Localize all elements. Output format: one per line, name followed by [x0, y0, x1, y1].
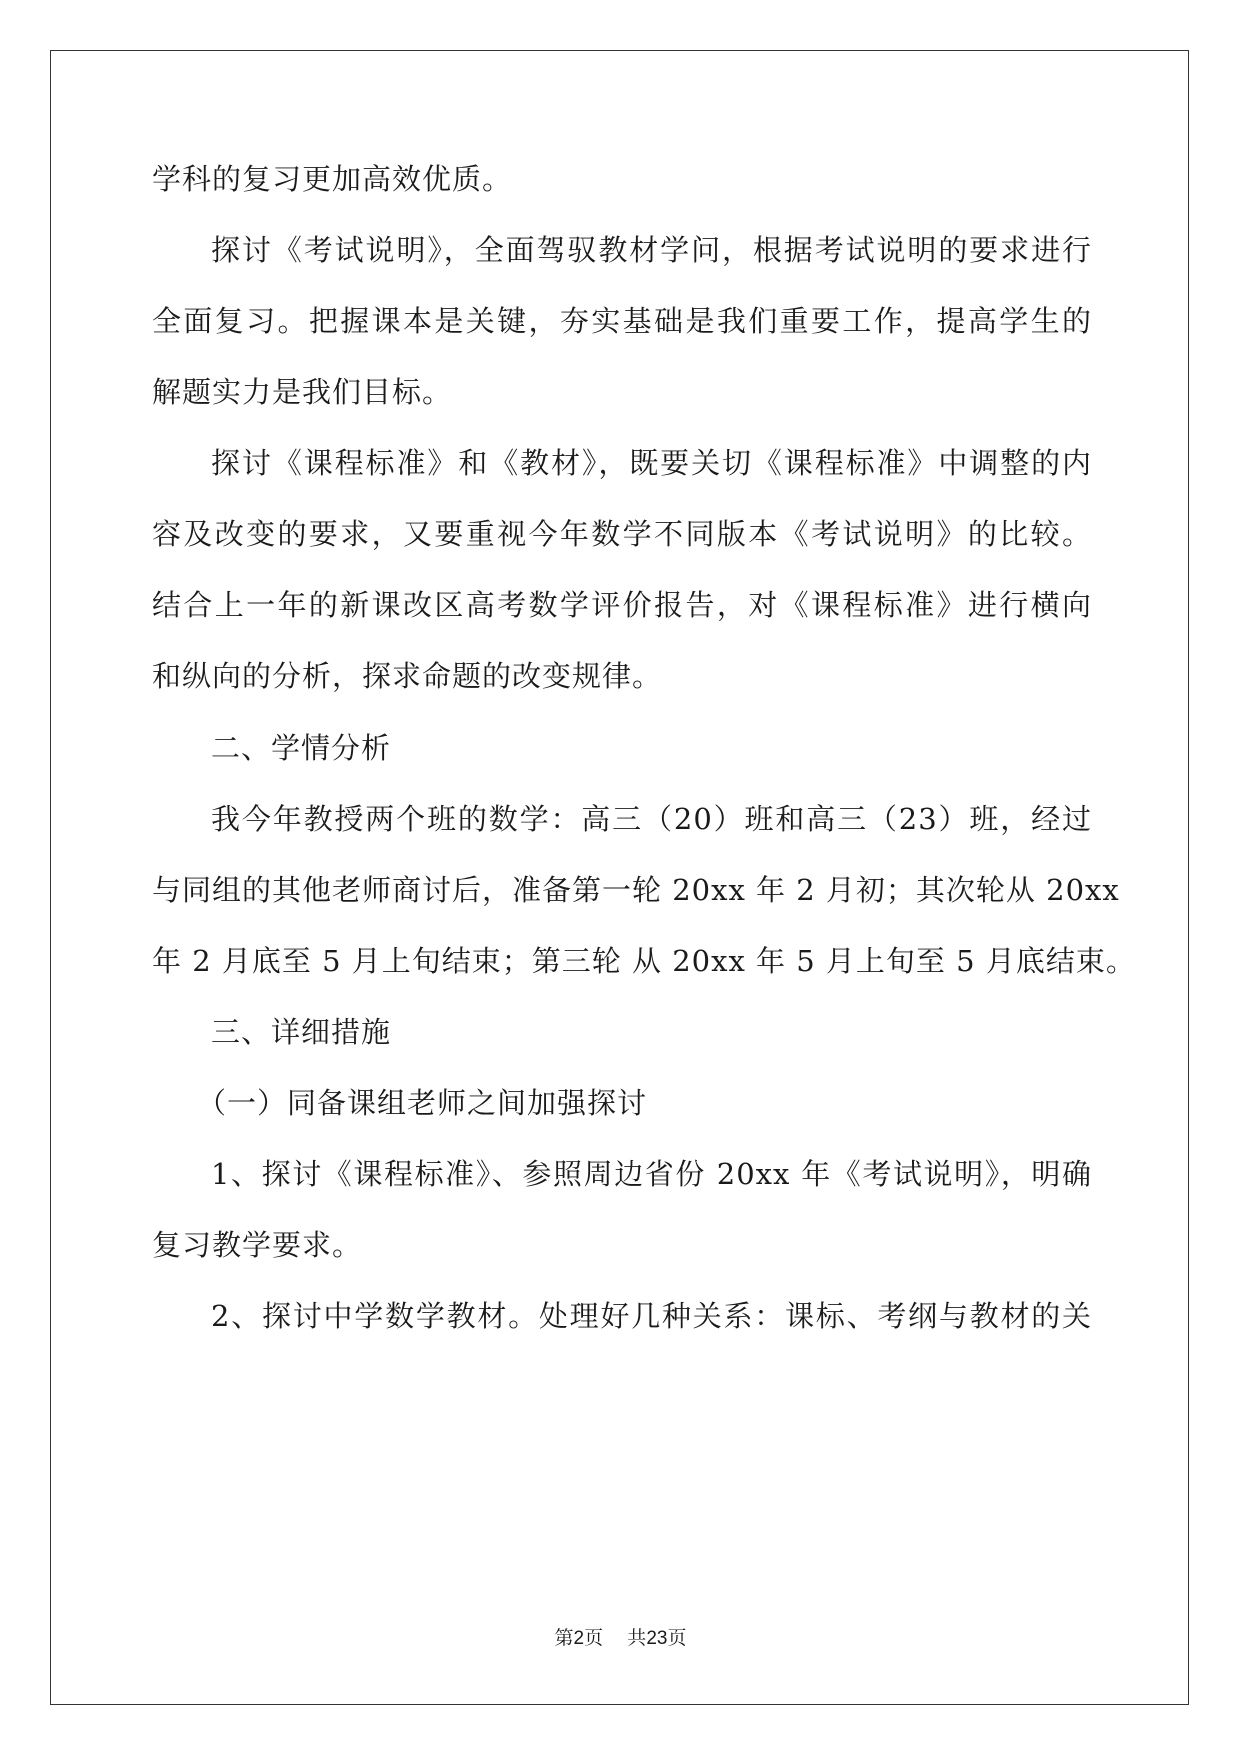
- paragraph-line: 1、探讨《课程标准》、参照周边省份 20xx 年《考试说明》，明确: [211, 1157, 1092, 1191]
- paragraph-line: 探讨《考试说明》，全面驾驭教材学问，根据考试说明的要求进行: [211, 233, 1092, 267]
- paragraph-line: 探讨《课程标准》和《教材》，既要关切《课程标准》中调整的内: [211, 446, 1092, 480]
- subsection-heading: （一）同备课组老师之间加强探讨: [197, 1086, 648, 1120]
- paragraph-line: 与同组的其他老师商讨后，准备第一轮 20xx 年 2 月初；其次轮从 20xx: [152, 873, 1120, 907]
- paragraph-line: 全面复习。把握课本是关键，夯实基础是我们重要工作，提高学生的: [152, 304, 1092, 338]
- paragraph-line: 和纵向的分析，探求命题的改变规律。: [152, 659, 663, 693]
- paragraph-line: 结合上一年的新课改区高考数学评价报告，对《课程标准》进行横向: [152, 588, 1092, 622]
- section-heading: 三、详细措施: [211, 1015, 392, 1049]
- paragraph-line: 2、探讨中学数学教材。处理好几种关系：课标、考纲与教材的关: [211, 1299, 1092, 1333]
- paragraph-line: 复习教学要求。: [152, 1228, 363, 1262]
- paragraph-line: 容及改变的要求，又要重视今年数学不同版本《考试说明》的比较。: [152, 517, 1092, 551]
- paragraph-line: 年 2 月底至 5 月上旬结束；第三轮 从 20xx 年 5 月上旬至 5 月底结束。: [152, 944, 1136, 978]
- paragraph-line: 学科的复习更加高效优质。: [152, 162, 513, 196]
- total-page-count: 23: [646, 1628, 668, 1649]
- page-footer: [0, 1626, 1241, 1651]
- page-unit: 页: [584, 1627, 604, 1649]
- total-unit: 页: [667, 1627, 687, 1649]
- paragraph-line: 我今年教授两个班的数学：高三（20）班和高三（23）班，经过: [211, 802, 1092, 836]
- section-heading: 二、学情分析: [211, 731, 392, 765]
- current-page-number: 2: [573, 1628, 585, 1649]
- total-prefix: 共: [627, 1627, 647, 1649]
- paragraph-line: 解题实力是我们目标。: [152, 375, 453, 409]
- page-prefix: 第: [554, 1627, 574, 1649]
